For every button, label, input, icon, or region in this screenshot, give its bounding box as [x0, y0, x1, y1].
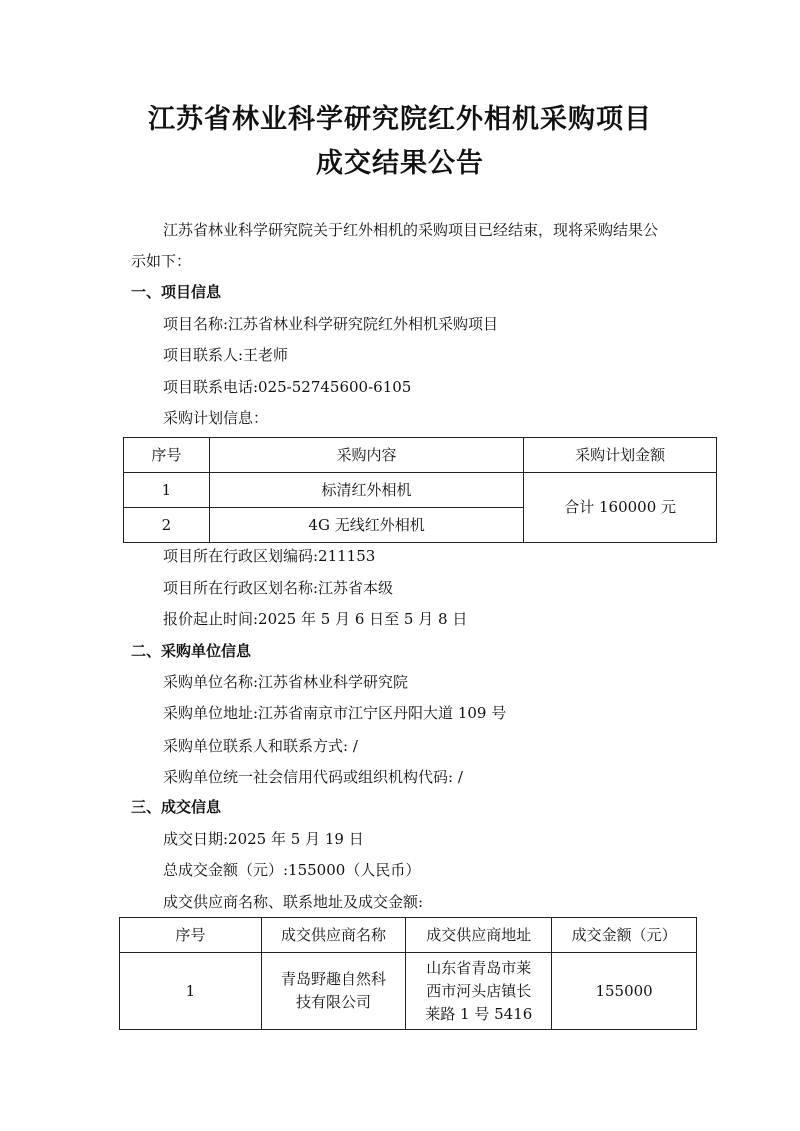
plan-header-no: 序号 [124, 438, 210, 473]
deal-date: 成交日期:2025 年 5 月 19 日 [163, 830, 364, 848]
unit-credit-code: 采购单位统一社会信用代码或组织机构代码: / [163, 768, 463, 786]
deal-supplier-address [406, 953, 552, 1030]
supplier-name-line: 技有限公司 [296, 993, 372, 1011]
intro-line1: 江苏省林业科学研究院关于红外相机的采购项目已经结束，现将采购结果公 [163, 221, 659, 239]
region-name: 项目所在行政区划名称:江苏省本级 [163, 579, 394, 597]
supplier-label: 成交供应商名称、联系地址及成交金额: [163, 893, 424, 911]
plan-header-amount: 采购计划金额 [524, 438, 717, 473]
project-contact: 项目联系人:王老师 [163, 346, 289, 364]
deal-header-no: 序号 [120, 918, 262, 953]
intro-line2: 示如下： [131, 252, 192, 270]
plan-table [123, 437, 717, 543]
deal-supplier-name [261, 953, 406, 1030]
supplier-address-line: 西市河头店镇长 [426, 981, 532, 1000]
deal-header-supplier: 成交供应商名称 [261, 918, 406, 953]
plan-table-header-row [124, 438, 717, 473]
document-title-line1: 江苏省林业科学研究院红外相机采购项目 [148, 104, 652, 135]
supplier-address-line: 莱路 1 号 5416 [425, 1004, 533, 1023]
plan-row-no: 1 [124, 473, 210, 508]
deal-header-address: 成交供应商地址 [406, 918, 552, 953]
section1-heading: 一、项目信息 [131, 283, 222, 301]
plan-row-content: 标清红外相机 [209, 473, 523, 508]
deal-table-header-row [120, 918, 697, 953]
plan-info-label: 采购计划信息： [163, 409, 269, 427]
project-phone: 项目联系电话:025-52745600-6105 [163, 378, 412, 396]
supplier-name-line: 青岛野趣自然科 [281, 970, 387, 988]
section2-heading: 二、采购单位信息 [131, 642, 252, 660]
supplier-address-line: 山东省青岛市莱 [426, 958, 532, 977]
plan-header-content: 采购内容 [209, 438, 523, 473]
quote-time: 报价起止时间:2025 年 5 月 6 日至 5 月 8 日 [163, 610, 468, 628]
deal-total: 总成交金额（元）:155000（人民币） [163, 861, 421, 879]
deal-amount: 155000 [552, 953, 697, 1030]
plan-row-content: 4G 无线红外相机 [209, 508, 523, 543]
unit-address: 采购单位地址:江苏省南京市江宁区丹阳大道 109 号 [163, 704, 507, 722]
deal-header-amount: 成交金额（元） [552, 918, 697, 953]
table-row [124, 473, 717, 508]
deal-row-no: 1 [120, 953, 262, 1030]
project-name: 项目名称:江苏省林业科学研究院红外相机采购项目 [163, 315, 499, 333]
section3-heading: 三、成交信息 [131, 798, 222, 816]
plan-total-amount: 合计 160000 元 [524, 473, 717, 543]
unit-name: 采购单位名称:江苏省林业科学研究院 [163, 673, 409, 691]
deal-table [119, 917, 697, 1030]
document-title-line2: 成交结果公告 [316, 148, 484, 179]
unit-contact: 采购单位联系人和联系方式: / [163, 737, 358, 755]
region-code: 项目所在行政区划编码:211153 [163, 547, 376, 565]
table-row [120, 953, 697, 1030]
plan-row-no: 2 [124, 508, 210, 543]
